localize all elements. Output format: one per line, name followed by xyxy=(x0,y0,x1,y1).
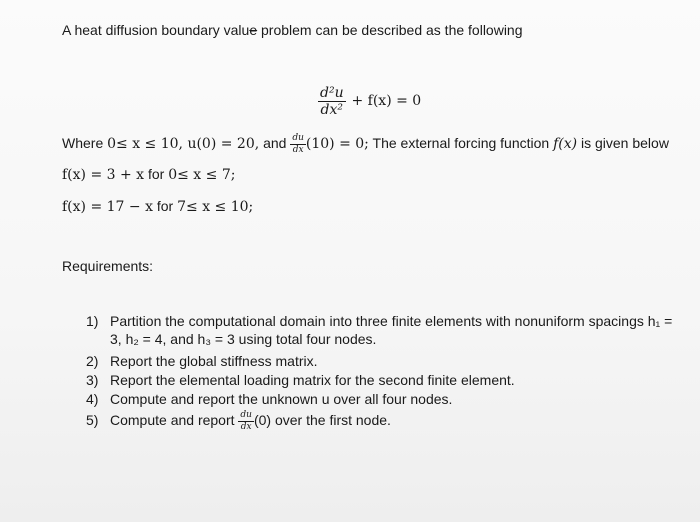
requirement-item xyxy=(86,371,666,389)
requirement-item xyxy=(86,312,682,348)
dx-denominator: dx xyxy=(292,145,304,155)
boundary-conditions-line xyxy=(62,134,669,155)
requirements-title: Requirements: xyxy=(62,258,154,274)
du-dx-fraction xyxy=(238,411,254,432)
requirement-item xyxy=(86,390,666,408)
equation-denominator: dx² xyxy=(320,102,344,118)
requirement-text-pre: Compute and report xyxy=(110,412,239,429)
forcing-piece-2 xyxy=(62,198,253,215)
where-label: Where xyxy=(62,135,108,152)
forcing-symbol: f(x) xyxy=(553,136,578,153)
forcing-piece-1 xyxy=(62,166,235,183)
requirement-text-post: (0) over the first node. xyxy=(253,412,391,429)
requirement-text: Partition the computational domain into three finite elements with nonuniform spacings h₁ = 3, h₂ = 4, and h₃ = 3 using total four nodes. xyxy=(110,313,673,347)
intro-text xyxy=(62,22,523,38)
requirement-text: Compute and report the unknown u over all four nodes. xyxy=(110,391,453,407)
equation-rest: + f(x) = 0 xyxy=(351,93,422,110)
requirement-number: 5) xyxy=(86,412,99,428)
equation-numerator: d²u xyxy=(320,85,344,101)
forcing-expr-2: f(x) = 17 − x xyxy=(62,199,153,215)
second-derivative-fraction xyxy=(318,86,346,117)
forcing-range-2: 7≤ x ≤ 10; xyxy=(177,199,254,215)
forcing-for-1: for xyxy=(144,166,169,182)
requirement-number: 4) xyxy=(86,391,99,407)
requirement-number: 3) xyxy=(86,372,99,388)
intro-part2: problem can be described as the following xyxy=(257,22,523,38)
dx-denominator: dx xyxy=(240,422,252,432)
requirements-list xyxy=(86,312,673,432)
requirement-item xyxy=(86,352,666,370)
requirement-item xyxy=(86,411,666,432)
governing-equation xyxy=(318,86,421,117)
forcing-intro: The external forcing function xyxy=(368,135,554,152)
du-dx-fraction xyxy=(290,134,306,155)
du-numerator: du xyxy=(240,410,252,420)
intro-struck-letter: e xyxy=(249,22,258,38)
given-below: is given below xyxy=(577,135,669,152)
requirement-text: Report the global stiffness matrix. xyxy=(110,353,318,369)
requirement-number: 1) xyxy=(86,313,99,329)
neumann-condition: (10) = 0; xyxy=(305,136,369,153)
where-and: and xyxy=(259,135,291,152)
du-numerator: du xyxy=(292,133,304,143)
intro-part1: A heat diffusion boundary valu xyxy=(62,22,250,38)
domain-condition: 0≤ x ≤ 10, u(0) = 20, xyxy=(107,136,260,153)
requirement-text: Report the elemental loading matrix for the second finite element. xyxy=(110,372,515,388)
requirement-number: 2) xyxy=(86,353,99,369)
forcing-expr-1: f(x) = 3 + x xyxy=(62,167,145,183)
forcing-range-1: 0≤ x ≤ 7; xyxy=(168,167,236,183)
forcing-for-2: for xyxy=(152,198,178,214)
